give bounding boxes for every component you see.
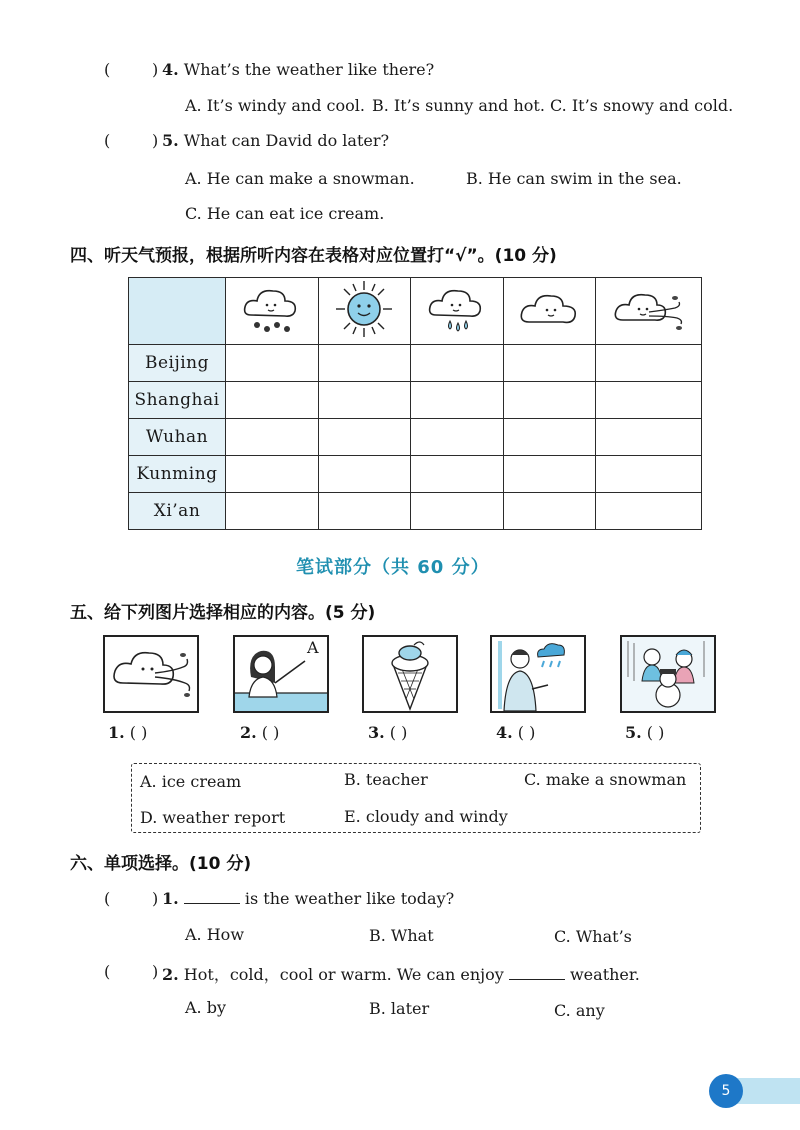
weather-icon-cell [596,278,702,345]
q4-option-a: A. It’s windy and cool. [185,96,365,115]
question-4 [162,60,434,79]
tick-cell[interactable] [318,345,411,382]
windy-cloud-icon [105,637,197,711]
picture-answer-1[interactable] [108,723,147,742]
tick-cell[interactable] [596,493,702,530]
mc1-option-c: C. What’s [554,927,632,946]
table-row [129,456,702,493]
tick-cell[interactable] [596,419,702,456]
picture-answer-2[interactable] [240,723,279,742]
picture-4 [490,635,586,713]
option-c: C. make a snowman [524,770,687,789]
city-label-beijing: Beijing [129,345,226,382]
tick-cell[interactable] [503,382,596,419]
option-d: D. weather report [140,808,286,827]
question-number: 1. [162,889,179,908]
answer-number: 3. [368,723,385,742]
tick-cell[interactable] [596,345,702,382]
tick-cell[interactable] [411,382,504,419]
question-number: 2. [162,965,179,984]
answer-paren: ( ) [129,723,148,742]
picture-2 [233,635,329,713]
weather-icon-cell [503,278,596,345]
tick-cell[interactable] [226,419,319,456]
q5-option-a: A. He can make a snowman. [185,169,415,188]
options-box [131,763,701,833]
written-part-banner: 笔试部分（共 60 分） [296,557,490,578]
rainy-icon [422,281,492,337]
question-number: 5. [162,131,179,150]
tick-cell[interactable] [226,456,319,493]
tick-cell[interactable] [411,345,504,382]
tick-cell[interactable] [411,493,504,530]
weather-reporter-icon [492,637,584,711]
city-label-wuhan: Wuhan [129,419,226,456]
cloudy-icon [515,284,585,334]
q4-option-c: C. It’s snowy and cold. [550,96,734,115]
picture-answer-5[interactable] [625,723,664,742]
ice-cream-icon [364,637,456,711]
table-row [129,493,702,530]
mc1-option-b: B. What [369,926,434,945]
answer-blank[interactable] [184,889,240,904]
picture-1 [103,635,199,713]
snowy-icon [237,281,307,337]
city-label-shanghai: Shanghai [129,382,226,419]
tick-cell[interactable] [503,419,596,456]
tick-cell[interactable] [318,419,411,456]
picture-5 [620,635,716,713]
section-4-title: 四、听天气预报，根据所听内容在表格对应位置打“√”。(10 分) [70,246,557,266]
answer-paren-open: ( [104,60,111,79]
table-row [129,345,702,382]
mc1-option-a: A. How [185,925,245,944]
answer-paren: ( ) [261,723,280,742]
page-number: 5 [709,1074,743,1108]
city-label-xian: Xi’an [129,493,226,530]
answer-paren: ( ) [646,723,665,742]
board-letter: A [307,638,319,657]
mc2-option-c: C. any [554,1001,605,1020]
answer-paren-open: ( [104,962,111,981]
answer-paren-close: ) [152,131,159,150]
answer-paren-close: ) [152,889,159,908]
tick-cell[interactable] [503,493,596,530]
answer-number: 2. [240,723,257,742]
weather-icon-cell [318,278,411,345]
question-text-end: weather. [569,965,640,984]
tick-cell[interactable] [411,456,504,493]
tick-cell[interactable] [226,382,319,419]
mc-question-2 [162,962,640,985]
option-e: E. cloudy and windy [344,807,508,826]
windy-icon [609,284,689,334]
tick-cell[interactable] [318,493,411,530]
city-label-kunming: Kunming [129,456,226,493]
answer-blank[interactable] [509,965,565,980]
option-a: A. ice cream [140,772,242,791]
answer-number: 5. [625,723,642,742]
tick-cell[interactable] [596,382,702,419]
answer-paren-close: ) [152,962,159,981]
answer-number: 4. [496,723,513,742]
q5-option-b: B. He can swim in the sea. [466,169,682,188]
mc-question-1 [162,889,454,908]
picture-answer-3[interactable] [368,723,407,742]
answer-paren-close: ) [152,60,159,79]
mc2-option-b: B. later [369,999,430,1018]
weather-table [128,277,702,530]
tick-cell[interactable] [596,456,702,493]
tick-cell[interactable] [503,345,596,382]
question-number: 4. [162,60,179,79]
table-row [129,382,702,419]
q5-option-c: C. He can eat ice cream. [185,204,385,223]
question-text: is the weather like today? [244,889,455,908]
answer-paren: ( ) [389,723,408,742]
tick-cell[interactable] [503,456,596,493]
section-5-title: 五、给下列图片选择相应的内容。(5 分) [70,603,376,623]
snowman-icon [622,637,714,711]
question-text: What’s the weather like there? [183,60,435,79]
tick-cell[interactable] [226,493,319,530]
tick-cell[interactable] [226,345,319,382]
q4-option-b: B. It’s sunny and hot. [372,96,545,115]
tick-cell[interactable] [318,382,411,419]
table-row [129,419,702,456]
picture-3 [362,635,458,713]
weather-icon-row [129,278,702,345]
answer-paren-open: ( [104,889,111,908]
answer-number: 1. [108,723,125,742]
picture-answer-4[interactable] [496,723,535,742]
tick-cell[interactable] [318,456,411,493]
weather-icon-cell [226,278,319,345]
question-text: Hot，cold，cool or warm. We can enjoy [183,965,504,984]
option-b: B. teacher [344,770,428,789]
weather-icon-cell [411,278,504,345]
answer-paren: ( ) [517,723,536,742]
answer-paren-open: ( [104,131,111,150]
mc2-option-a: A. by [185,998,227,1017]
sunny-icon [329,279,399,339]
question-5 [162,131,389,150]
tick-cell[interactable] [411,419,504,456]
question-text: What can David do later? [183,131,390,150]
section-6-title: 六、单项选择。(10 分) [70,854,252,874]
table-corner [129,278,226,345]
